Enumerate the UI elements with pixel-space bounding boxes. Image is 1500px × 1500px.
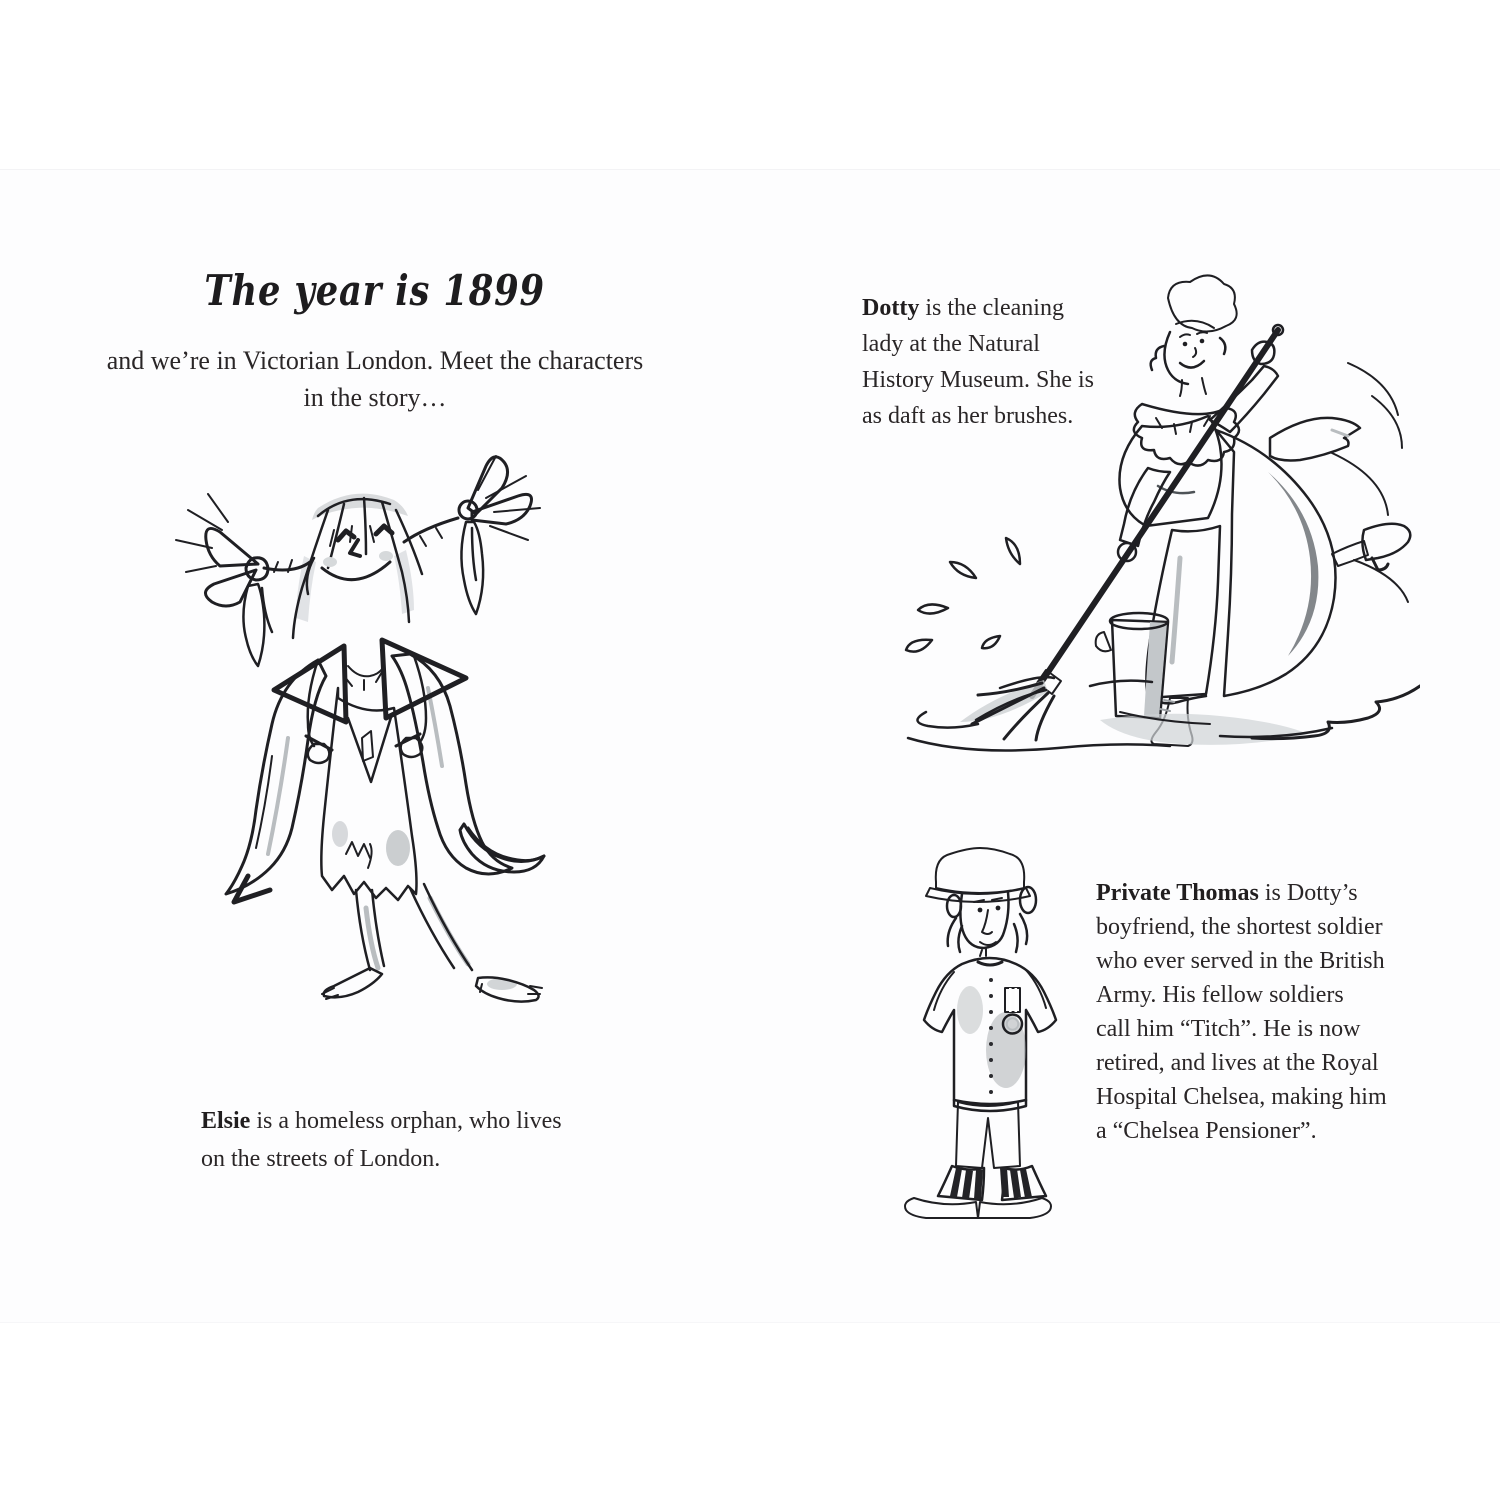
splashes [906, 538, 1020, 652]
elsie-legs [322, 884, 542, 1002]
thomas-caption-line-7: Hospital Chelsea, making him [1096, 1084, 1387, 1110]
dotty-illustration [880, 268, 1420, 768]
elsie-right-pigtail-bow [404, 456, 540, 614]
dotty-caption-line-2: lady at the Natural [862, 331, 1040, 357]
bucket [1096, 613, 1168, 718]
dotty-caption-line-4: as daft as her brushes. [862, 403, 1074, 429]
thomas-caption-line-1: Private Thomas is Dotty’s [1096, 880, 1358, 906]
thomas-caption-line-6: retired, and lives at the Royal [1096, 1050, 1379, 1076]
dotty-apron-tie [1270, 418, 1360, 461]
thomas-caption-line-3: who ever served in the British [1096, 948, 1385, 974]
private-thomas-illustration [858, 838, 1098, 1238]
intro-text [95, 342, 655, 416]
thomas-caption-line-2: boyfriend, the shortest soldier [1096, 914, 1383, 940]
dotty-caption-line-1: Dotty is the cleaning [862, 295, 1064, 321]
thomas-caption-line-8: a “Chelsea Pensioner”. [1096, 1118, 1317, 1144]
elsie-head [293, 494, 422, 638]
elsie-caption-line-2: on the streets of London. [201, 1146, 441, 1172]
elsie-left-pigtail-bow [176, 494, 310, 666]
page-title-text: The year is 1899 [204, 266, 546, 315]
elsie-caption-line-1: Elsie is a homeless orphan, who lives [201, 1108, 562, 1134]
dotty-name: Dotty [862, 295, 920, 321]
private-thomas-caption [1096, 876, 1456, 1148]
dotty-kicked-leg-shoe [1332, 524, 1410, 570]
thomas-coat [924, 958, 1056, 1111]
thomas-caption-line-4: Army. His fellow soldiers [1096, 982, 1344, 1008]
dotty-caption-line-3: History Museum. She is [862, 367, 1095, 393]
elsie-dress [321, 666, 416, 900]
intro-line-1: and we’re in Victorian London. Meet the characters [106, 346, 644, 375]
dotty-head [1151, 275, 1237, 396]
private-thomas-name: Private Thomas [1096, 880, 1259, 906]
elsie-illustration [168, 438, 588, 1078]
thomas-caption-line-5: call him “Titch”. He is now [1096, 1016, 1361, 1042]
page-title [0, 266, 750, 315]
motion-lines [1332, 363, 1408, 602]
elsie-name: Elsie [201, 1108, 251, 1134]
dotty-skirt [1216, 430, 1336, 696]
intro-line-2: in the story… [303, 383, 447, 412]
thomas-head [926, 848, 1036, 956]
thomas-spats [938, 1166, 1046, 1200]
dotty-lower-arm [1118, 468, 1170, 561]
elsie-caption [201, 1102, 641, 1178]
thomas-shoes [905, 1198, 1051, 1218]
